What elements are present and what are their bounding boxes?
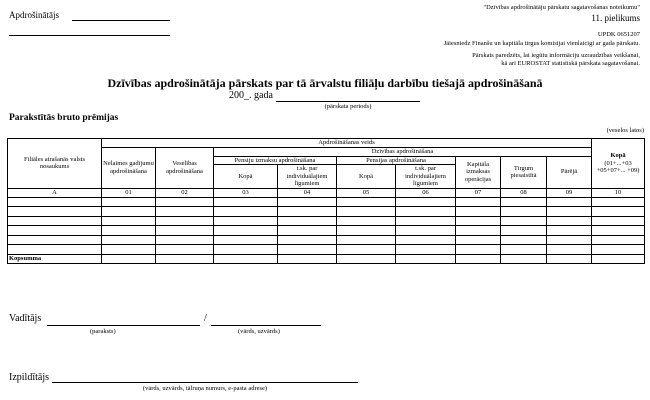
input-cell[interactable] (501, 254, 547, 264)
executor-info-line[interactable] (52, 382, 358, 383)
input-cell[interactable] (102, 226, 156, 236)
regulation-reference: "Dzīvības apdrošinātāju pārskatu sagatavošanas noteikumu" (483, 4, 640, 11)
input-cell[interactable] (547, 207, 592, 217)
code-cell: 05 (337, 188, 396, 197)
pension-insurance-header: Pensijas apdrošināšana (337, 156, 456, 165)
input-cell[interactable] (501, 216, 547, 226)
input-cell[interactable] (102, 216, 156, 226)
table-row (8, 216, 645, 226)
input-cell[interactable] (278, 197, 337, 207)
input-cell[interactable] (396, 235, 456, 245)
section-title: Parakstītās bruto prēmijas (9, 113, 119, 123)
code-cell: 09 (547, 188, 592, 197)
slash-separator: / (204, 313, 207, 324)
input-cell[interactable] (501, 207, 547, 217)
input-cell[interactable] (456, 254, 501, 264)
annex-number: 11. pielikums (591, 13, 640, 23)
signature-caption: (paraksts) (90, 328, 116, 335)
insurer-name-line[interactable] (72, 20, 170, 21)
input-cell[interactable] (456, 207, 501, 217)
units-note: (veselos latos) (606, 127, 644, 134)
col-other-header: Pārējā (547, 156, 592, 188)
report-title: Dzīvības apdrošinātāja pārskats par tā ārvalstu filiāļu darbību tiešajā apdrošināšanā (107, 76, 543, 90)
input-cell[interactable] (456, 197, 501, 207)
code-cell: 04 (278, 188, 337, 197)
input-cell[interactable] (337, 197, 396, 207)
pension-payout-header: Pensiju izmaksu apdrošināšana (214, 156, 337, 165)
input-cell[interactable] (592, 235, 645, 245)
col-pensions-individual-header: t.sk. par individuālajiem līgumiem (396, 165, 456, 189)
input-cell[interactable] (156, 226, 214, 236)
input-cell[interactable] (278, 245, 337, 255)
input-cell[interactable] (501, 197, 547, 207)
input-cell[interactable] (337, 216, 396, 226)
input-cell[interactable] (337, 254, 396, 264)
input-cell[interactable] (592, 216, 645, 226)
input-cell[interactable] (592, 226, 645, 236)
input-cell[interactable] (547, 254, 592, 264)
purpose-note-1: Pārskats paredzēts, lai iegūtu informāciju uzraudzības veikšanai, (472, 52, 640, 59)
executor-caption: (vārds, uzvārds, tālruņa numurs, e-pasta adrese) (142, 385, 268, 392)
input-cell[interactable] (501, 226, 547, 236)
input-cell[interactable] (8, 245, 102, 255)
input-cell[interactable] (214, 254, 278, 264)
input-cell[interactable] (156, 235, 214, 245)
input-cell[interactable] (102, 235, 156, 245)
insurer-label: Apdrošinātājs (9, 10, 59, 20)
code-cell: 06 (396, 188, 456, 197)
column-codes-row (8, 188, 645, 197)
col-capital-header: Kapitāla izmaksas operācijas (456, 156, 501, 188)
input-cell[interactable] (156, 197, 214, 207)
submission-note: Jāiesniedz Finanšu un kapitāla tirgus komisijai vienlaicīgi ar gada pārskatu. (443, 40, 640, 47)
input-cell[interactable] (337, 235, 396, 245)
col-pension-total-header: Kopā (214, 165, 278, 189)
input-cell[interactable] (278, 226, 337, 236)
executor-label: Izpildītājs (9, 372, 49, 383)
input-cell[interactable] (214, 226, 278, 236)
table-row (8, 235, 645, 245)
input-cell[interactable] (8, 235, 102, 245)
grand-total-header (592, 139, 645, 189)
input-cell[interactable] (214, 235, 278, 245)
col-pension-individual-header: t.sk. par individuālajiem līgumiem (278, 165, 337, 189)
input-cell[interactable] (456, 226, 501, 236)
input-cell[interactable] (278, 235, 337, 245)
input-cell[interactable] (396, 207, 456, 217)
input-cell[interactable] (592, 197, 645, 207)
input-cell[interactable] (396, 254, 456, 264)
input-cell[interactable] (102, 245, 156, 255)
input-cell[interactable] (501, 245, 547, 255)
input-cell[interactable] (396, 216, 456, 226)
input-cell[interactable] (547, 245, 592, 255)
purpose-note-2: kā arī EUROSTAT statistiskā pārskata sagatavošanai. (501, 60, 640, 67)
input-cell[interactable] (214, 216, 278, 226)
input-cell[interactable] (592, 254, 645, 264)
table-row (8, 197, 645, 207)
input-cell[interactable] (214, 245, 278, 255)
code-cell: A (8, 188, 102, 197)
input-cell[interactable] (8, 207, 102, 217)
input-cell[interactable] (214, 207, 278, 217)
input-cell[interactable] (337, 245, 396, 255)
input-cell[interactable] (456, 245, 501, 255)
insurance-type-header: Apdrošināšanas veids (102, 139, 592, 148)
input-cell[interactable] (396, 226, 456, 236)
input-cell[interactable] (396, 245, 456, 255)
insurer-address-line[interactable] (9, 35, 170, 36)
input-cell[interactable] (8, 216, 102, 226)
input-cell[interactable] (102, 254, 156, 264)
input-cell[interactable] (8, 226, 102, 236)
manager-label: Vadītājs (9, 313, 42, 324)
input-cell[interactable] (456, 216, 501, 226)
input-cell[interactable] (102, 197, 156, 207)
form-code: UPDK 0651207 (597, 31, 640, 38)
input-cell[interactable] (156, 216, 214, 226)
code-cell: 08 (501, 188, 547, 197)
col-location-header: Filiāles atrašanās valsts nosaukums (8, 139, 102, 189)
input-cell[interactable] (337, 226, 396, 236)
table-row (8, 226, 645, 236)
input-cell[interactable] (592, 207, 645, 217)
premiums-table (7, 138, 645, 264)
col-pensions-total-header: Kopā (337, 165, 396, 189)
code-cell: 07 (456, 188, 501, 197)
input-cell[interactable] (156, 245, 214, 255)
input-cell[interactable] (102, 207, 156, 217)
grand-total-label: Kopā (610, 152, 626, 159)
input-cell[interactable] (278, 216, 337, 226)
code-cell: 03 (214, 188, 278, 197)
total-row-label: Kopsumma (8, 254, 102, 264)
grand-total-formula: (01+...+03 +05+07+... +09) (596, 159, 640, 174)
total-row (8, 254, 645, 264)
table-row (8, 207, 645, 217)
input-cell[interactable] (278, 254, 337, 264)
period-line[interactable] (276, 101, 420, 102)
input-cell[interactable] (592, 245, 645, 255)
col-accident-header: Nelaimes gadījumu apdrošināšana (102, 148, 156, 189)
manager-signature-line[interactable] (47, 325, 200, 326)
input-cell[interactable] (214, 197, 278, 207)
input-cell[interactable] (547, 226, 592, 236)
year-prefix: 200_. gada (229, 90, 273, 101)
col-market-linked-header: Tirgum piesaistītā (501, 156, 547, 188)
code-cell: 01 (102, 188, 156, 197)
input-cell[interactable] (156, 207, 214, 217)
name-caption: (vārds, uzvārds) (238, 328, 280, 335)
input-cell[interactable] (501, 235, 547, 245)
input-cell[interactable] (547, 197, 592, 207)
input-cell[interactable] (456, 235, 501, 245)
input-cell[interactable] (547, 216, 592, 226)
code-cell: 10 (592, 188, 645, 197)
input-cell[interactable] (8, 197, 102, 207)
input-cell[interactable] (337, 207, 396, 217)
table-row (8, 245, 645, 255)
period-caption: (pārskata periods) (324, 103, 372, 110)
input-cell[interactable] (278, 207, 337, 217)
input-cell[interactable] (547, 235, 592, 245)
manager-name-line[interactable] (211, 325, 321, 326)
col-health-header: Veselības apdrošināšana (156, 148, 214, 189)
input-cell[interactable] (396, 197, 456, 207)
input-cell[interactable] (156, 254, 214, 264)
life-insurance-header: Dzīvības apdrošināšana (214, 148, 592, 157)
code-cell: 02 (156, 188, 214, 197)
